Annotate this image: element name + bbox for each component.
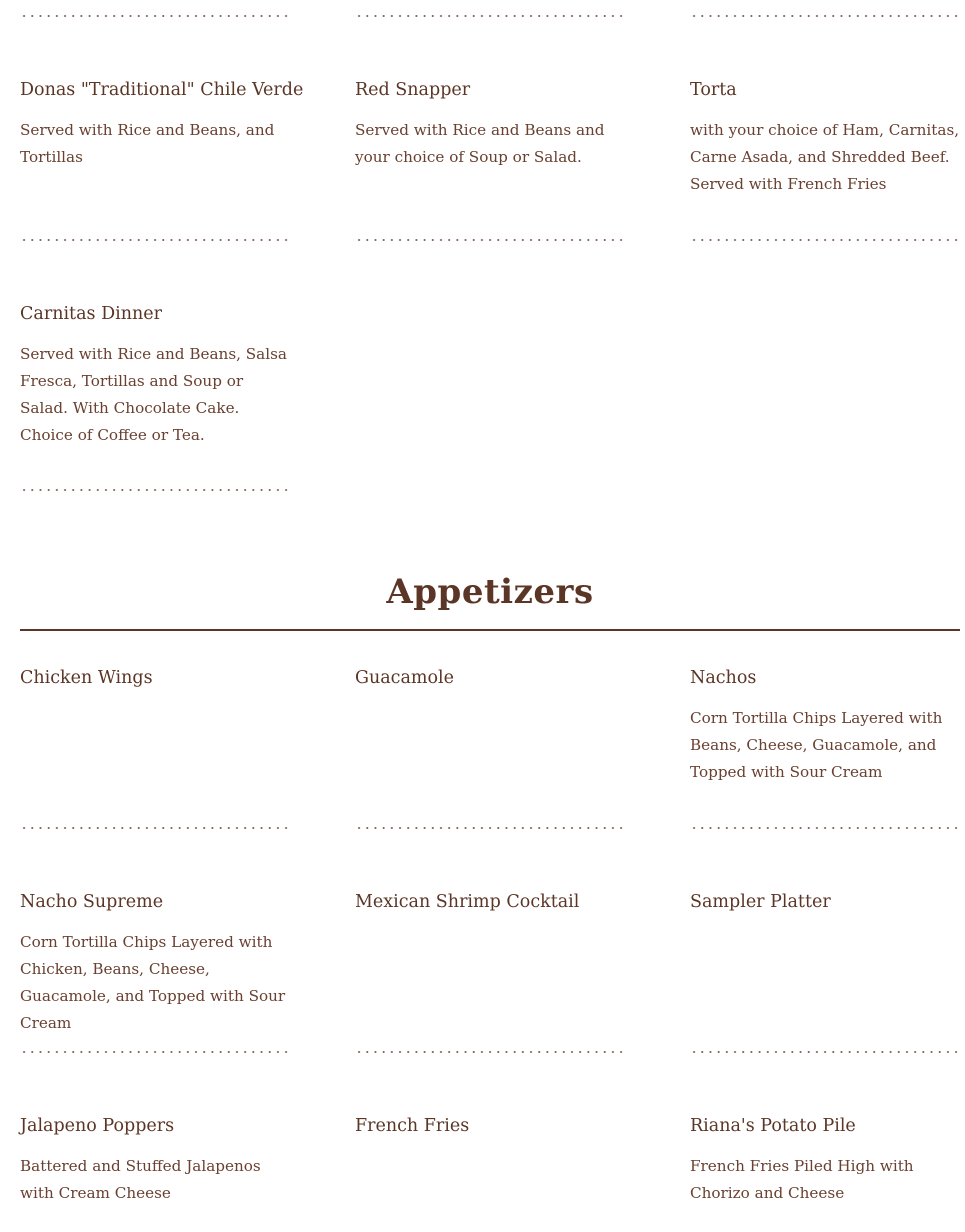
menu-item-description: Served with Rice and Beans, and Tortillas (20, 121, 275, 166)
dotted-separator (355, 14, 625, 18)
menu-item-description: Battered and Stuffed Jalapenos with Cream Cheese (20, 1157, 261, 1202)
dotted-separator (20, 1050, 290, 1054)
dotted-separator (690, 14, 960, 18)
dotted-separator (690, 1050, 960, 1054)
menu-item-name: Riana's Potato Pile (690, 1116, 856, 1136)
menu-item-name: Jalapeno Poppers (20, 1116, 175, 1136)
menu-item-name: Mexican Shrimp Cocktail (355, 892, 580, 912)
dotted-separator (355, 826, 625, 830)
menu-item-name: Torta (690, 80, 737, 100)
menu-item-name: Nachos (690, 668, 757, 688)
dotted-separator (690, 826, 960, 830)
dotted-separator (355, 1050, 625, 1054)
dotted-separator (20, 488, 290, 492)
menu-item-name: Chicken Wings (20, 668, 153, 688)
menu-item-description: Corn Tortilla Chips Layered with Beans, Cheese, Guacamole, and Topped with Sour Cream (690, 709, 943, 781)
menu-page (20, 0, 960, 1232)
menu-item-name: Guacamole (355, 668, 455, 688)
menu-item-name: Red Snapper (355, 80, 471, 100)
menu-item-description: with your choice of Ham, Carnitas, Carne Asada, and Shredded Beef. Served with French Fries (690, 121, 960, 193)
menu-item-name: Sampler Platter (690, 892, 831, 912)
dotted-separator (20, 14, 290, 18)
dotted-separator (20, 826, 290, 830)
dotted-separator (20, 238, 290, 242)
menu-item-name: Nacho Supreme (20, 892, 164, 912)
menu-item-description: Corn Tortilla Chips Layered with Chicken, Beans, Cheese, Guacamole, and Topped with Sour Cream (20, 933, 286, 1032)
dotted-separator (690, 238, 960, 242)
section-title: Appetizers (386, 572, 594, 612)
section-divider (20, 629, 960, 631)
menu-item-description: Served with Rice and Beans and your choice of Soup or Salad. (355, 121, 605, 166)
menu-item-name: French Fries (355, 1116, 470, 1136)
menu-item-name: Donas "Traditional" Chile Verde (20, 80, 304, 100)
menu-item-description: Served with Rice and Beans, Salsa Fresca, Tortillas and Soup or Salad. With Chocolate Cake. Choice of Coffee or Tea. (20, 345, 287, 444)
menu-item-name: Carnitas Dinner (20, 304, 162, 324)
menu-item-description: French Fries Piled High with Chorizo and Cheese (690, 1157, 914, 1202)
dotted-separator (355, 238, 625, 242)
